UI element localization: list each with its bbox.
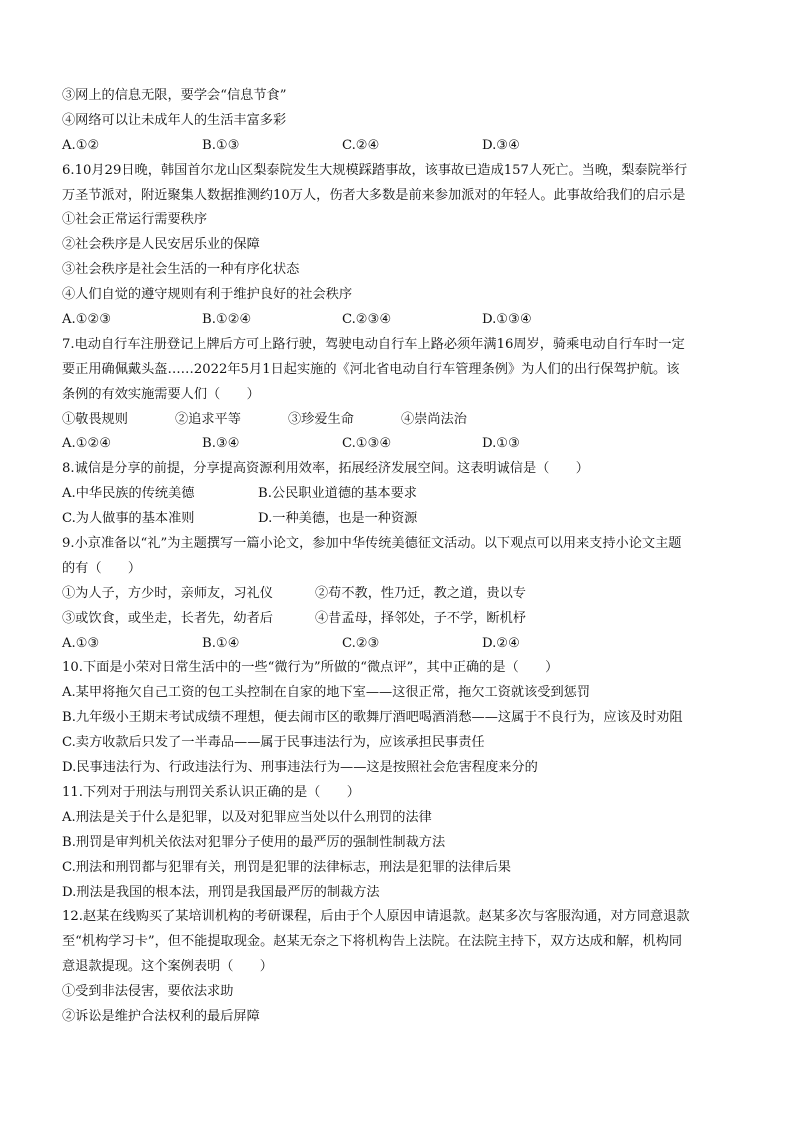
q9-option-c: C.②③ [342,635,380,651]
q8-options-row2 [62,507,742,532]
q5-item-3: ③网上的信息无限，要学会“信息节食” [62,88,287,103]
q12-item-1: ①受到非法侵害，要依法求助 [62,984,234,1000]
q11-stem: 11.下列对于刑法与刑罚关系认识正确的是（ ） [62,784,360,800]
q8-option-c: C.为人做事的基本准则 [62,511,195,527]
q9-item-3: ③或饮食，或坐走，长者先，幼者后 [62,610,273,626]
q9-option-a: A.①③ [62,635,100,651]
q6-item-4: ④人们自觉的遵守规则有利于维护良好的社会秩序 [62,287,353,303]
q9-option-d: D.②④ [482,635,520,651]
q7-stem-line3: 条例的有效实施需要人们（ ） [62,386,260,402]
q7-item-4: ④崇尚法治 [401,411,467,427]
q9-stem-line1: 9.小京准备以“礼”为主题撰写一篇小论文，参加中华传统美德征文活动。以下观点可以用来支持小论文主题 [62,536,682,552]
q7-item-2: ②追求平等 [175,411,241,427]
q7-items [62,408,742,433]
q6-stem-line1: 6.10月29日晚，韩国首尔龙山区梨泰院发生大规模踩踏事故，该事故已造成157人死亡。当晚，梨泰院举行 [62,162,688,178]
q8-option-a: A.中华民族的传统美德 [62,486,195,502]
q9-item-2: ②苟不教，性乃迁，教之道，贵以专 [315,585,526,601]
q6-option-d: D.①③④ [482,312,532,328]
q7-option-c: C.①③④ [342,436,392,452]
q6-options [62,308,742,333]
q10-stem: 10.下面是小荣对日常生活中的一些“微行为”所做的“微点评”，其中正确的是（ ） [62,660,559,676]
q6-item-2: ②社会秩序是人民安居乐业的保障 [62,237,260,253]
q8-options-row1 [62,482,742,507]
q5-option-c: C.②④ [342,137,380,153]
q10-option-d: D.民事违法行为、行政违法行为、刑事违法行为——这是按照社会危害程度来分的 [62,760,538,776]
q6-stem-line2: 万圣节派对，附近聚集人数据推测约10万人，伤者大多数是前来参加派对的年轻人。此事故给我们的启示是 [62,187,686,203]
q7-option-b: B.③④ [202,436,240,452]
q11-option-c: C.刑法和刑罚都与犯罪有关，刑罚是犯罪的法律标志，刑法是犯罪的法律后果 [62,859,511,875]
q11-option-a: A.刑法是关于什么是犯罪，以及对犯罪应当处以什么刑罚的法律 [62,809,432,825]
q5-item-4: ④网络可以让未成年人的生活丰富多彩 [62,112,287,128]
q11-option-b: B.刑罚是审判机关依法对犯罪分子使用的最严厉的强制性制裁方法 [62,834,446,850]
q12-stem-line3: 意退款提现。这个案例表明（ ） [62,959,273,975]
q9-option-b: B.①④ [202,635,240,651]
q6-item-1: ①社会正常运行需要秩序 [62,212,208,228]
q5-option-a: A.①② [62,137,100,153]
q8-stem: 8.诚信是分享的前提，分享提高资源利用效率，拓展经济发展空间。这表明诚信是（ ） [62,461,589,477]
q9-item-4: ④昔孟母，择邻处，子不学，断机杼 [315,610,526,626]
q7-item-1: ①敬畏规则 [62,411,128,427]
q6-option-b: B.①②④ [202,312,252,328]
q8-option-d: D.一种美德，也是一种资源 [258,511,418,527]
q11-option-d: D.刑法是我国的根本法，刑罚是我国最严厉的制裁方法 [62,884,380,900]
q6-option-a: A.①②③ [62,312,112,328]
q12-item-2: ②诉讼是维护合法权利的最后屏障 [62,1008,260,1024]
q7-option-a: A.①②④ [62,436,112,452]
q9-options [62,632,742,657]
q9-items-row1 [62,582,742,607]
q10-option-a: A.某甲将拖欠自己工资的包工头控制在自家的地下室——这很正常，拖欠工资就该受到惩罚 [62,685,591,701]
q7-options [62,432,742,457]
exam-page [62,84,742,1030]
q7-option-d: D.①③ [482,436,520,452]
q7-stem-line2: 要正用确佩戴头盔……2022年5月1日起实施的《河北省电动自行车管理条例》为人们的出行保驾护航。该 [62,361,680,377]
q8-option-b: B.公民职业道德的基本要求 [258,486,417,502]
q10-option-b: B.九年级小王期末考试成绩不理想，便去闹市区的歌舞厅酒吧喝酒消愁——这属于不良行为，应该及时劝阻 [62,710,683,726]
q9-item-1: ①为人子，方少时，亲师友，习礼仪 [62,585,273,601]
q6-item-3: ③社会秩序是社会生活的一种有序化状态 [62,262,300,278]
q9-stem-line2: 的有（ ） [62,560,142,576]
q7-stem-line1: 7.电动自行车注册登记上牌后方可上路行驶，驾驶电动自行车上路必须年满16周岁，骑乘电动自行车时一定 [62,336,685,352]
q6-option-c: C.②③④ [342,312,392,328]
q12-stem-line1: 12.赵某在线购买了某培训机构的考研课程，后由于个人原因申请退款。赵某多次与客服沟通，对方同意退款 [62,909,690,925]
q7-item-3: ③珍爱生命 [288,411,354,427]
q5-option-d: D.③④ [482,137,520,153]
q12-stem-line2: 至“机构学习卡”，但不能提取现金。赵某无奈之下将机构告上法院。在法院主持下，双方达成和解，机构同 [62,934,683,950]
q5-option-b: B.①③ [202,137,240,153]
q5-options [62,134,742,159]
q10-option-c: C.卖方收款后只发了一半毒品——属于民事违法行为，应该承担民事责任 [62,735,485,751]
q9-items-row2 [62,607,742,632]
